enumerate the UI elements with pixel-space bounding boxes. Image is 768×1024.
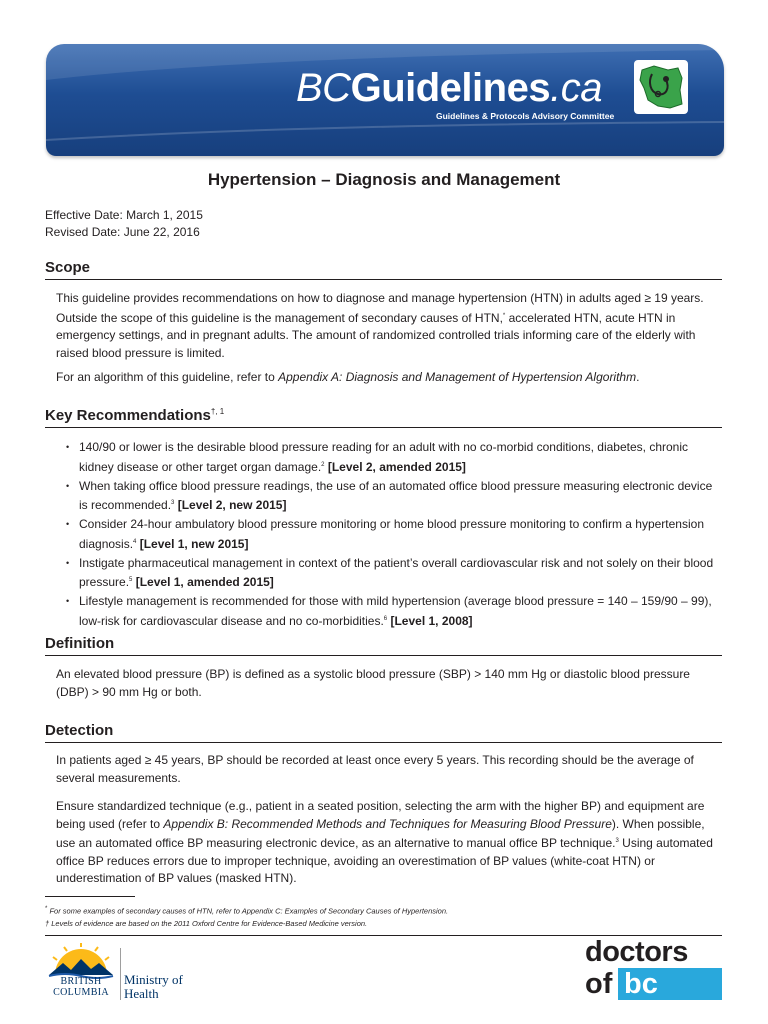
revised-date: Revised Date: June 22, 2016 xyxy=(45,225,200,239)
footnotes xyxy=(45,903,448,930)
brand-guidelines: Guidelines xyxy=(350,66,551,110)
evidence-level: [Level 1, 2008] xyxy=(390,613,473,628)
definition-paragraph: An elevated blood pressure (BP) is defined as a systolic blood pressure (SBP) > 140 mm Hg or diastolic blood pressure (DBP) > 90 mm Hg or both. xyxy=(56,667,690,699)
header-banner xyxy=(46,44,724,156)
recommendation-ref[interactable]: 2 xyxy=(321,461,325,468)
evidence-level: [Level 2, new 2015] xyxy=(177,498,287,512)
doctors-of-bc-logo-doctors: doctors xyxy=(585,936,688,968)
detection-p2-text-a: Ensure standardized technique (e.g., patient in a seated position, selecting the arm with the higher BP) and equipment are being used (refer to xyxy=(56,799,705,831)
footnote-1-symbol: * xyxy=(45,906,48,912)
footer-vertical-divider xyxy=(120,948,121,1000)
evidence-level: [Level 2, amended 2015] xyxy=(327,459,466,474)
recommendation-ref[interactable]: 5 xyxy=(129,577,133,583)
detection-heading xyxy=(45,722,722,743)
bc-gov-line2: COLUMBIA xyxy=(53,987,109,998)
scope-p1-text-a: This guideline provides recommendations on how to diagnose and manage hypertension (HTN) in adults aged ≥ 19 years. Outside the scope of this guideline is the management of secondary causes of HTN, xyxy=(56,291,704,325)
key-recommendations-heading xyxy=(45,407,722,428)
document-title: Hypertension – Diagnosis and Management xyxy=(207,170,561,189)
scope-heading-text: Scope xyxy=(45,259,91,276)
detection-paragraph-2 xyxy=(56,798,716,888)
bc-gov-wordmark xyxy=(43,976,119,998)
detection-p2-text-c: Using automated office BP reduces errors due to improper technique, avoiding an overestimation of BP values (white-coat HTN) or underestimation of BP values (masked HTN). xyxy=(56,836,713,885)
recommendation-item xyxy=(64,439,719,476)
key-heading-footnote-ref[interactable]: †, 1 xyxy=(210,407,225,416)
footnote-2: † Levels of evidence are based on the 2011 Oxford Centre for Evidence-Based Medicine version. xyxy=(45,918,368,928)
ministry-line1: Ministry of xyxy=(124,972,183,987)
ministry-line2: Health xyxy=(124,986,159,1001)
detection-paragraph-1: In patients aged ≥ 45 years, BP should be recorded at least once every 5 years. This recording should be the average of several measurements. xyxy=(56,753,694,785)
brand-wordmark[interactable] xyxy=(296,66,602,111)
scope-p2-text-a: For an algorithm of this guideline, refer to xyxy=(56,370,279,384)
recommendation-item xyxy=(64,593,719,630)
recommendation-item xyxy=(64,516,719,553)
detection-p2-text-b: ). When possible, use an automated office BP measuring electronic device, as an alternative to manual office BP technique. xyxy=(56,816,705,850)
recommendation-text: Lifestyle management is recommended for those with mild hypertension (average blood pressure = 140 – 159/90 – 99), low-risk for cardiovascular disease and no co-morbidities. xyxy=(79,594,712,628)
definition-heading-text: Definition xyxy=(45,635,115,652)
footnote-1-text: For some examples of secondary causes of HTN, refer to Appendix C: Examples of Secondary Causes of Hypertension. xyxy=(49,906,449,916)
effective-date: Effective Date: March 1, 2015 xyxy=(45,208,203,222)
recommendation-text: Instigate pharmaceutical management in context of the patient’s overall cardiovascular risk and not solely on their blood pressure. xyxy=(79,555,714,589)
key-heading-text: Key Recommendations xyxy=(45,407,211,424)
scope-p1-footnote-ref[interactable]: * xyxy=(502,312,506,319)
document-dates xyxy=(45,207,203,241)
bc-map-icon xyxy=(634,60,688,114)
scope-p2-text-b: . xyxy=(636,370,640,384)
scope-p1-text-b: accelerated HTN, acute HTN in emergency settings, and in pregnant adults. The amount of randomized controlled trials informing care of the elderly with raised blood pressure is limited. xyxy=(56,310,696,360)
doctors-of-bc-logo-bc: bc xyxy=(624,968,658,1000)
scope-paragraph-1 xyxy=(56,290,716,362)
detection-heading-text: Detection xyxy=(45,722,114,739)
appendix-b-reference[interactable]: Appendix B: Recommended Methods and Techniques for Measuring Blood Pressure xyxy=(163,816,612,831)
ministry-of-health xyxy=(124,973,183,1001)
detection-p2-footnote-ref[interactable]: 3 xyxy=(615,838,619,844)
banner-subtitle: Guidelines & Protocols Advisory Committee xyxy=(436,111,615,121)
footnote-divider xyxy=(45,896,135,897)
scope-paragraph-2 xyxy=(56,369,716,387)
recommendation-item xyxy=(64,478,719,515)
recommendation-ref[interactable]: 4 xyxy=(133,538,137,545)
recommendation-ref[interactable]: 6 xyxy=(383,615,388,622)
appendix-a-reference[interactable]: Appendix A: Diagnosis and Management of Hypertension Algorithm xyxy=(278,370,637,384)
evidence-level: [Level 1, new 2015] xyxy=(139,536,249,551)
recommendation-item xyxy=(64,555,719,592)
footnote-1 xyxy=(45,903,448,918)
recommendation-text: Consider 24-hour ambulatory blood pressure monitoring or home blood pressure monitoring to confirm a hypertension diagnosis. xyxy=(79,517,704,551)
definition-heading xyxy=(45,635,722,656)
doctors-of-bc-logo-of: of xyxy=(585,968,613,1000)
brand-bc: BC xyxy=(296,66,351,110)
bc-map-stethoscope-logo xyxy=(634,60,688,114)
recommendation-ref[interactable]: 3 xyxy=(171,500,175,506)
recommendation-text: When taking office blood pressure readings, the use of an automated office blood pressure measuring electronic device is recommended. xyxy=(79,478,713,512)
key-recommendations-list xyxy=(64,439,719,632)
brand-ca: .ca xyxy=(550,66,602,110)
recommendation-text: 140/90 or lower is the desirable blood pressure reading for an adult with no co-morbid conditions, diabetes, chronic kidney disease or other target organ damage. xyxy=(79,440,689,474)
bc-gov-line1: BRITISH xyxy=(60,976,102,987)
doctors-of-bc-logo-bc-box xyxy=(618,968,722,1000)
evidence-level: [Level 1, amended 2015] xyxy=(135,575,274,589)
scope-heading xyxy=(45,259,722,280)
